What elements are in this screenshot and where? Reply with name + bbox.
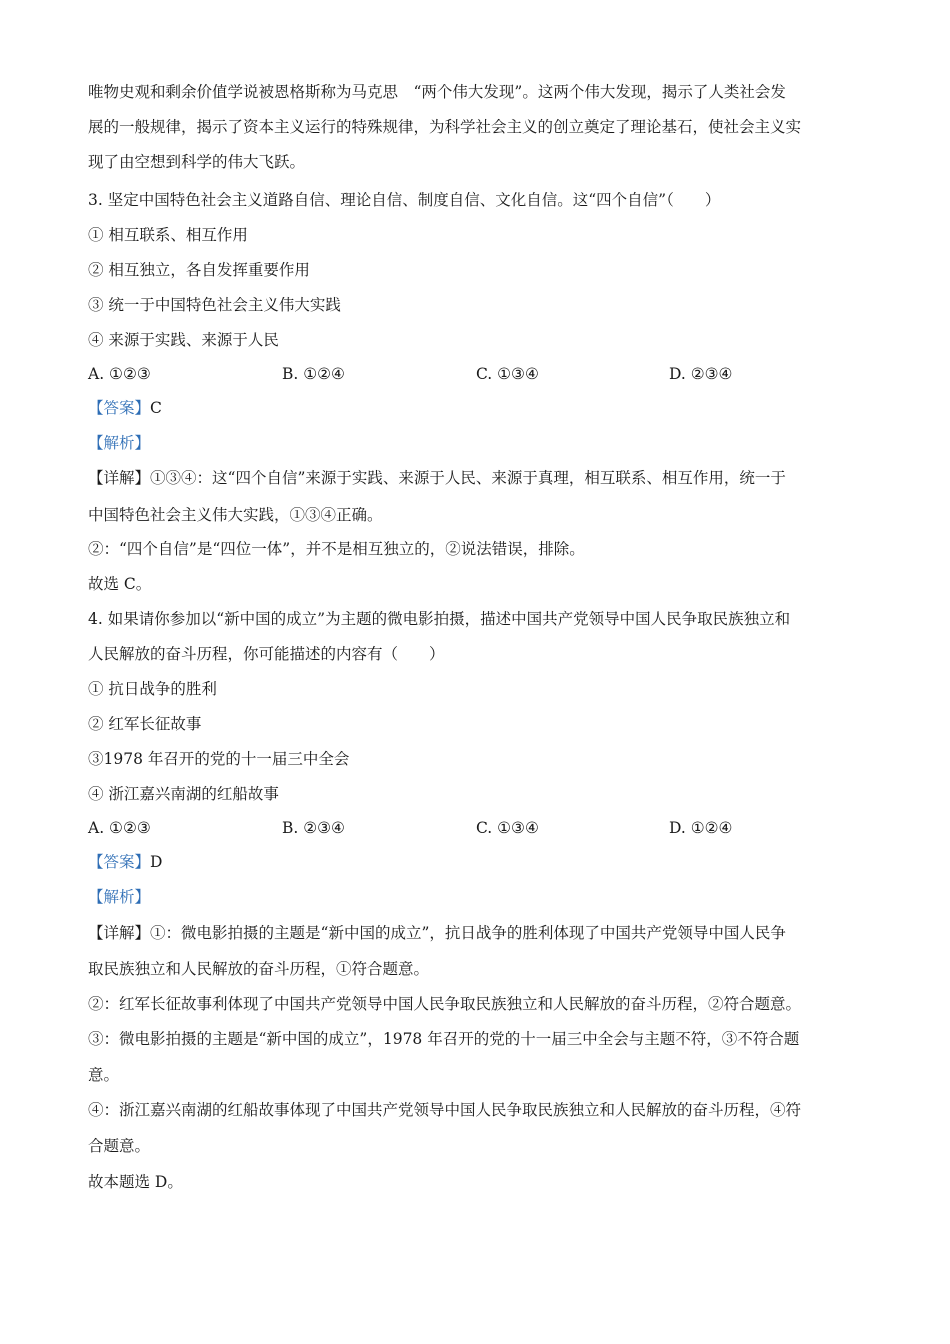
q4-analysis-line bbox=[88, 886, 862, 908]
q4-stem-line-1: 4. 如果请你参加以“新中国的成立”为主题的微电影拍摄，描述中国共产党领导中国人民争取民族独立和 bbox=[88, 610, 791, 628]
q3-item-2: ② 相互独立，各自发挥重要作用 bbox=[88, 261, 310, 279]
q4-detail-line-1 bbox=[88, 922, 862, 944]
intro-line-2: 展的一般规律，揭示了资本主义运行的特殊规律，为科学社会主义的创立奠定了理论基石，使社会主义实 bbox=[88, 118, 802, 136]
q3-option-b: B. ①②④ bbox=[282, 365, 345, 383]
q3-option-c: C. ①③④ bbox=[476, 365, 539, 383]
q3-item-1: ① 相互联系、相互作用 bbox=[88, 226, 248, 244]
q4-option-b: B. ②③④ bbox=[282, 819, 345, 837]
q4-option-a: A. ①②③ bbox=[88, 819, 151, 837]
intro-line-3: 现了由空想到科学的伟大飞跃。 bbox=[88, 153, 306, 171]
q4-detail-line-4: ③：微电影拍摄的主题是“新中国的成立”，1978 年召开的党的十一届三中全会与主题不符，③不符合题 bbox=[88, 1030, 800, 1048]
q4-analysis-tag: 【解析】 bbox=[88, 888, 151, 906]
q3-option-a: A. ①②③ bbox=[88, 365, 151, 383]
q4-detail-line-5: 意。 bbox=[88, 1066, 120, 1084]
q4-detail-line-7: 合题意。 bbox=[88, 1137, 151, 1155]
q3-answer-tag: 【答案】 bbox=[88, 399, 151, 417]
q4-item-4: ④ 浙江嘉兴南湖的红船故事 bbox=[88, 785, 279, 803]
q3-item-3: ③ 统一于中国特色社会主义伟大实践 bbox=[88, 296, 341, 314]
q4-answer-line bbox=[88, 851, 862, 873]
q3-answer: C bbox=[150, 399, 162, 417]
q3-detail-line-2: 中国特色社会主义伟大实践，①③④正确。 bbox=[88, 506, 383, 524]
q3-answer-line bbox=[88, 397, 862, 419]
q3-analysis-tag: 【解析】 bbox=[88, 434, 151, 452]
q4-item-2: ② 红军长征故事 bbox=[88, 715, 202, 733]
q3-detail-line-3: ②：“四个自信”是“四位一体”，并不是相互独立的，②说法错误，排除。 bbox=[88, 540, 585, 558]
q3-item-4: ④ 来源于实践、来源于人民 bbox=[88, 331, 279, 349]
q4-detail-text-1: ①：微电影拍摄的主题是“新中国的成立”，抗日战争的胜利体现了中国共产党领导中国人民争 bbox=[150, 924, 786, 942]
q4-detail-line-6: ④：浙江嘉兴南湖的红船故事体现了中国共产党领导中国人民争取民族独立和人民解放的奋斗历程，④符 bbox=[88, 1101, 802, 1119]
q4-detail-tag: 【详解】 bbox=[88, 924, 151, 942]
q3-analysis-line bbox=[88, 432, 862, 454]
q4-option-d: D. ①②④ bbox=[669, 819, 733, 837]
q4-detail-line-3: ②：红军长征故事利体现了中国共产党领导中国人民争取民族独立和人民解放的奋斗历程，②符合题意。 bbox=[88, 995, 802, 1013]
q3-conclusion: 故选 C。 bbox=[88, 575, 152, 593]
q4-detail-line-2: 取民族独立和人民解放的奋斗历程，①符合题意。 bbox=[88, 960, 430, 978]
q4-option-c: C. ①③④ bbox=[476, 819, 539, 837]
q4-answer-tag: 【答案】 bbox=[88, 853, 151, 871]
q3-detail-tag: 【详解】 bbox=[88, 469, 151, 487]
q4-conclusion: 故本题选 D。 bbox=[88, 1173, 183, 1191]
q3-detail-text-1: ①③④：这“四个自信”来源于实践、来源于人民、来源于真理，相互联系、相互作用，统一于 bbox=[150, 469, 786, 487]
q3-option-d: D. ②③④ bbox=[669, 365, 733, 383]
q4-item-1: ① 抗日战争的胜利 bbox=[88, 680, 217, 698]
q3-detail-line-1 bbox=[88, 467, 862, 489]
q4-item-3: ③1978 年召开的党的十一届三中全会 bbox=[88, 750, 350, 768]
q3-stem: 3. 坚定中国特色社会主义道路自信、理论自信、制度自信、文化自信。这“四个自信”（ ） bbox=[88, 191, 721, 209]
q4-answer: D bbox=[150, 853, 163, 871]
intro-line-1: 唯物史观和剩余价值学说被恩格斯称为马克思 “两个伟大发现”。这两个伟大发现，揭示了人类社会发 bbox=[88, 83, 786, 101]
q4-stem-line-2: 人民解放的奋斗历程，你可能描述的内容有（ ） bbox=[88, 645, 445, 663]
